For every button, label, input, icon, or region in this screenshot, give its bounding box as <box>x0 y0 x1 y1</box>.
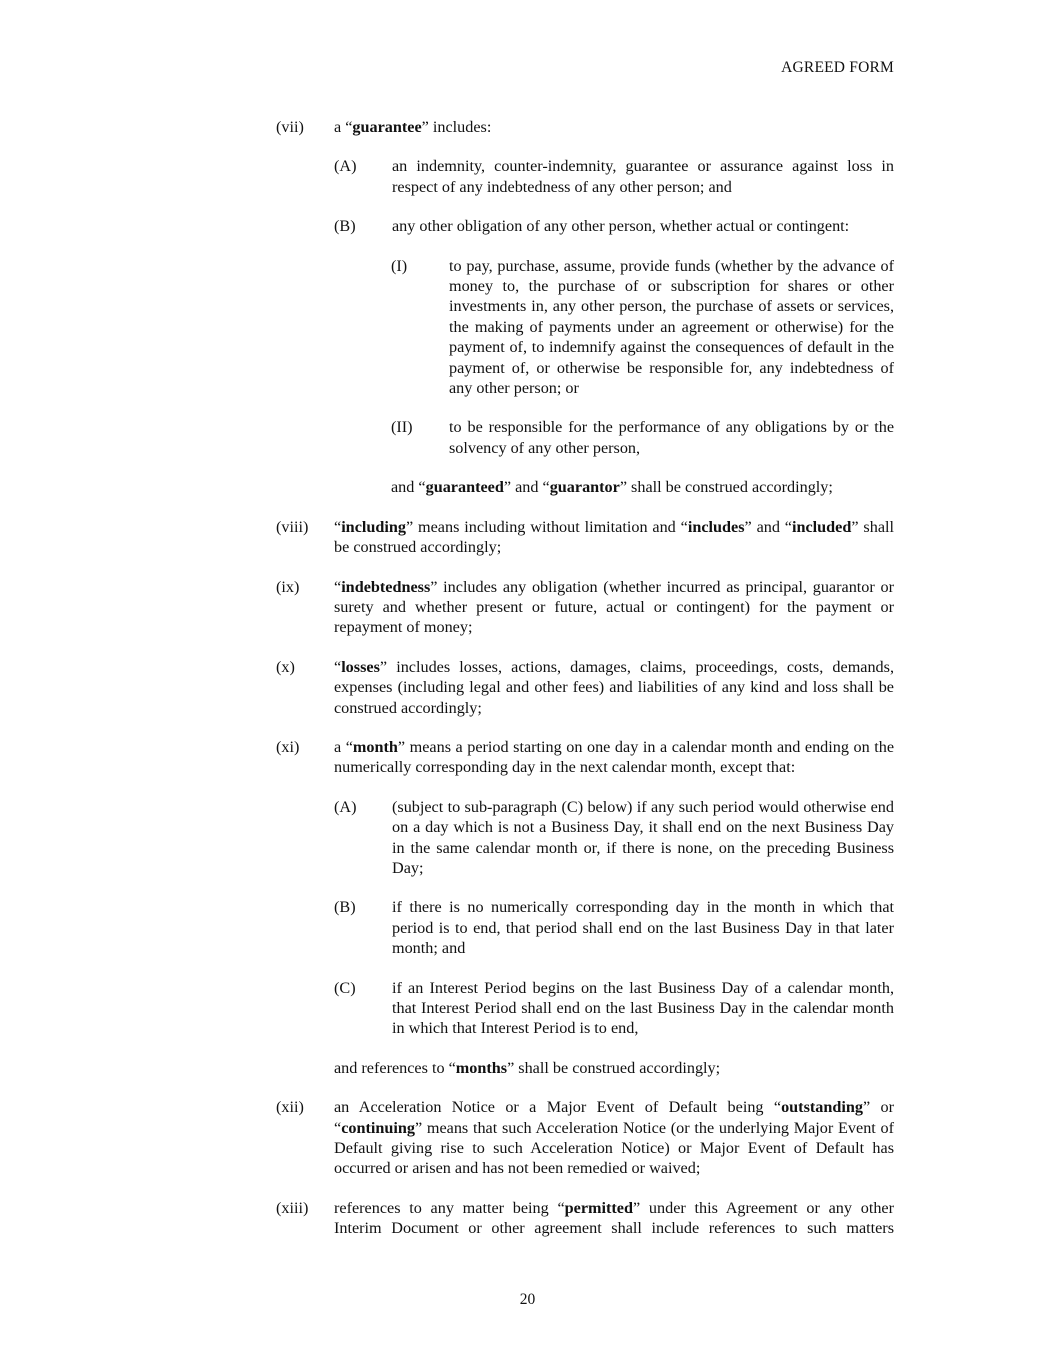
item-number: (B) <box>334 217 356 236</box>
item-number: (A) <box>334 157 357 176</box>
item-text: any other obligation of any other person, whether actual or contingent: <box>392 217 850 236</box>
item-text: a “month” means a period starting on one day in a calendar month and ending on the numerically corresponding day in the next calendar month, except that: <box>334 737 894 777</box>
defined-term: losses <box>341 657 380 676</box>
defined-term: guaranteed <box>425 478 504 497</box>
page-number: 20 <box>519 1291 536 1308</box>
subitem <box>334 978 894 1039</box>
item-number: (xiii) <box>276 1198 309 1217</box>
definition-losses <box>276 657 894 718</box>
item-text: and references to “months” shall be construed accordingly; <box>334 1058 721 1077</box>
definition-outstanding <box>276 1097 894 1179</box>
definition-tail <box>334 1058 894 1078</box>
item-number: (xii) <box>276 1098 304 1117</box>
definition-month <box>276 737 894 778</box>
item-number: (I) <box>391 256 408 275</box>
item-text: an indemnity, counter-indemnity, guarantee or assurance against loss in respect of any indebtedness of any other person; and <box>392 157 894 196</box>
item-text: (subject to sub-paragraph (C) below) if any such period would otherwise end on a day which is not a Business Day, it shall end on the next Business Day in the same calendar month or, if there is none, on the preceding Business Day; <box>392 797 894 877</box>
item-text: and “guaranteed” and “guarantor” shall be construed accordingly; <box>391 478 833 497</box>
item-number: (viii) <box>276 517 309 536</box>
defined-term: continuing <box>341 1118 415 1137</box>
defined-term: permitted <box>564 1198 633 1217</box>
item-number: (xi) <box>276 737 300 756</box>
defined-term: month <box>352 737 398 756</box>
sub-subitem <box>391 417 894 458</box>
definition-guarantee <box>276 117 894 137</box>
defined-term: guarantee <box>352 118 422 136</box>
subitem <box>334 216 894 236</box>
item-text: “including” means including without limitation and “includes” and “included” shall be construed accordingly; <box>334 517 894 557</box>
subitem <box>334 797 894 879</box>
defined-term: indebtedness <box>341 577 431 596</box>
item-text: references to any matter being “permitted” under this Agreement or any other Interim Document or other agreement shall include references to such matters <box>334 1198 894 1238</box>
defined-term: guarantor <box>549 478 620 497</box>
item-text: if an Interest Period begins on the last Business Day of a calendar month, that Interest Period shall end on the last Business Day in the calendar month in which that Interest Period is to end, <box>392 978 894 1038</box>
item-number: (II) <box>391 418 413 437</box>
item-text: to pay, purchase, assume, provide funds (whether by the advance of money to, the purchase of or subscription for shares or other investments in, any other person, the purchase of assets or services, the making of payments under an agreement or otherwise) for the payment of, to indemnify against the consequences of default in the payment of, or otherwise be responsible for, any indebtedness of any other person; or <box>449 256 894 398</box>
item-number: (A) <box>334 797 357 816</box>
definition-including <box>276 517 894 558</box>
subitem <box>334 156 894 197</box>
page-header: AGREED FORM <box>781 59 894 76</box>
item-text: an Acceleration Notice or a Major Event of Default being “outstanding” or “continuing” means that such Acceleration Notice (or the underlying Major Event of Default giving rise to such Acceleration Notice) or Major Event of Default has occurred or arisen and has not been remedied or waived; <box>334 1098 894 1178</box>
defined-term: outstanding <box>781 1098 863 1117</box>
item-text: to be responsible for the performance of any obligations by or the solvency of any other person, <box>449 418 894 457</box>
document-body <box>0 117 1055 1239</box>
item-number: (C) <box>334 978 356 997</box>
defined-term: months <box>455 1058 508 1077</box>
item-number: (B) <box>334 898 356 917</box>
item-number: (ix) <box>276 577 300 596</box>
item-text: “losses” includes losses, actions, damages, claims, proceedings, costs, demands, expenses (including legal and other fees) and liabilities of any kind and loss shall be construed accordingly; <box>334 657 894 717</box>
item-text: if there is no numerically corresponding day in the month in which that period is to end, that period shall end on the last Business Day in that later month; and <box>392 898 894 958</box>
item-number: (vii) <box>276 118 304 136</box>
defined-term: includes <box>687 517 745 536</box>
defined-term: including <box>341 517 406 536</box>
definition-permitted <box>276 1198 894 1239</box>
item-number: (x) <box>276 657 295 676</box>
definition-indebtedness <box>276 577 894 638</box>
item-text: “indebtedness” includes any obligation (whether incurred as principal, guarantor or surety and whether present or future, actual or contingent) for the payment or repayment of money; <box>334 577 894 637</box>
subitem <box>334 897 894 958</box>
item-text: a “guarantee” includes: <box>334 118 492 136</box>
sub-subitem <box>391 256 894 399</box>
defined-term: included <box>791 517 852 536</box>
definition-tail <box>391 477 894 497</box>
